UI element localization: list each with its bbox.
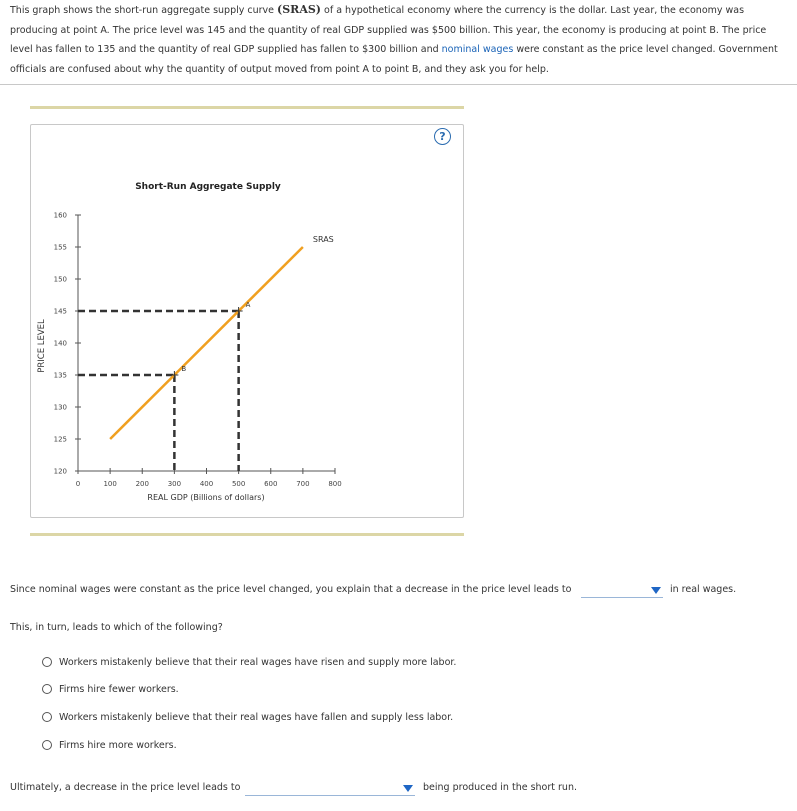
option-label: Firms hire more workers.: [59, 740, 177, 751]
x-tick-label: 500: [231, 480, 246, 488]
x-tick-label: 300: [167, 480, 182, 488]
y-tick-label: 160: [53, 211, 67, 220]
intro-part-3: were constant as the price level changed. Government officials are confused about why the quantity of output moved from point A to point B, and they ask you for help.: [10, 44, 778, 75]
dropdown-arrow-icon: [651, 587, 661, 594]
intro-part-1: This graph shows the short-run aggregate supply curve: [10, 5, 278, 16]
y-axis-label: PRICE LEVEL: [37, 319, 47, 373]
y-tick-label: 155: [53, 243, 67, 252]
x-tick-label: 700: [296, 480, 310, 488]
intro-part-2: of a hypothetical economy where the currency is the dollar. Last year, the economy was producing at point A. The price level was 145 and the quantity of real GDP supplied was $500 billion. This year, the economy is producing at point B. The price level has fallen to 135 and the quantity of real GDP supplied has fallen to $300 billion and: [10, 5, 767, 55]
y-tick-label: 150: [53, 275, 67, 284]
point-label: A: [245, 301, 251, 309]
x-tick-label: 400: [199, 480, 214, 488]
sras-curve: [110, 247, 303, 439]
radio-button[interactable]: [42, 712, 52, 722]
y-tick-label: 145: [53, 307, 67, 316]
x-tick-label: 0: [75, 480, 81, 488]
option-label: Workers mistakenly believe that their real wages have risen and supply more labor.: [59, 657, 457, 668]
dropdown-arrow-icon: [403, 785, 413, 792]
x-tick-label: 600: [264, 480, 278, 488]
y-tick-label: 130: [53, 403, 67, 412]
output-dropdown[interactable]: [245, 781, 415, 796]
x-tick-label: 200: [135, 480, 149, 488]
graph-bottom-bar: [30, 533, 464, 536]
y-tick-label: 135: [53, 371, 67, 380]
question1-prefix: Since nominal wages were constant as the price level changed, you explain that a decrease in the price level leads to: [10, 584, 572, 595]
chart-title: Short-Run Aggregate Supply: [135, 182, 281, 192]
help-icon[interactable]: ?: [434, 128, 451, 145]
intro-sras-abbrev: (SRAS): [277, 3, 322, 16]
radio-button[interactable]: [42, 657, 52, 667]
question2-prompt: This, in turn, leads to which of the following?: [10, 622, 223, 633]
option-label: Firms hire fewer workers.: [59, 684, 179, 695]
sras-curve-label: SRAS: [312, 235, 334, 244]
nominal-wages-link[interactable]: nominal wages: [441, 44, 514, 55]
radio-button[interactable]: [42, 740, 52, 750]
question3-suffix: being produced in the short run.: [423, 782, 577, 793]
y-tick-label: 125: [53, 435, 67, 444]
radio-button[interactable]: [42, 684, 52, 694]
x-tick-label: 800: [328, 480, 342, 488]
question1-suffix: in real wages.: [670, 584, 737, 595]
option-label: Workers mistakenly believe that their real wages have fallen and supply less labor.: [59, 712, 454, 723]
point-label: B: [181, 365, 187, 373]
x-tick-label: 100: [103, 480, 117, 488]
x-axis-label: REAL GDP (Billions of dollars): [147, 493, 265, 502]
question3-prefix: Ultimately, a decrease in the price level leads to: [10, 782, 241, 793]
y-tick-label: 120: [53, 467, 67, 476]
real-wages-dropdown[interactable]: [581, 583, 663, 598]
y-tick-label: 140: [53, 339, 67, 348]
